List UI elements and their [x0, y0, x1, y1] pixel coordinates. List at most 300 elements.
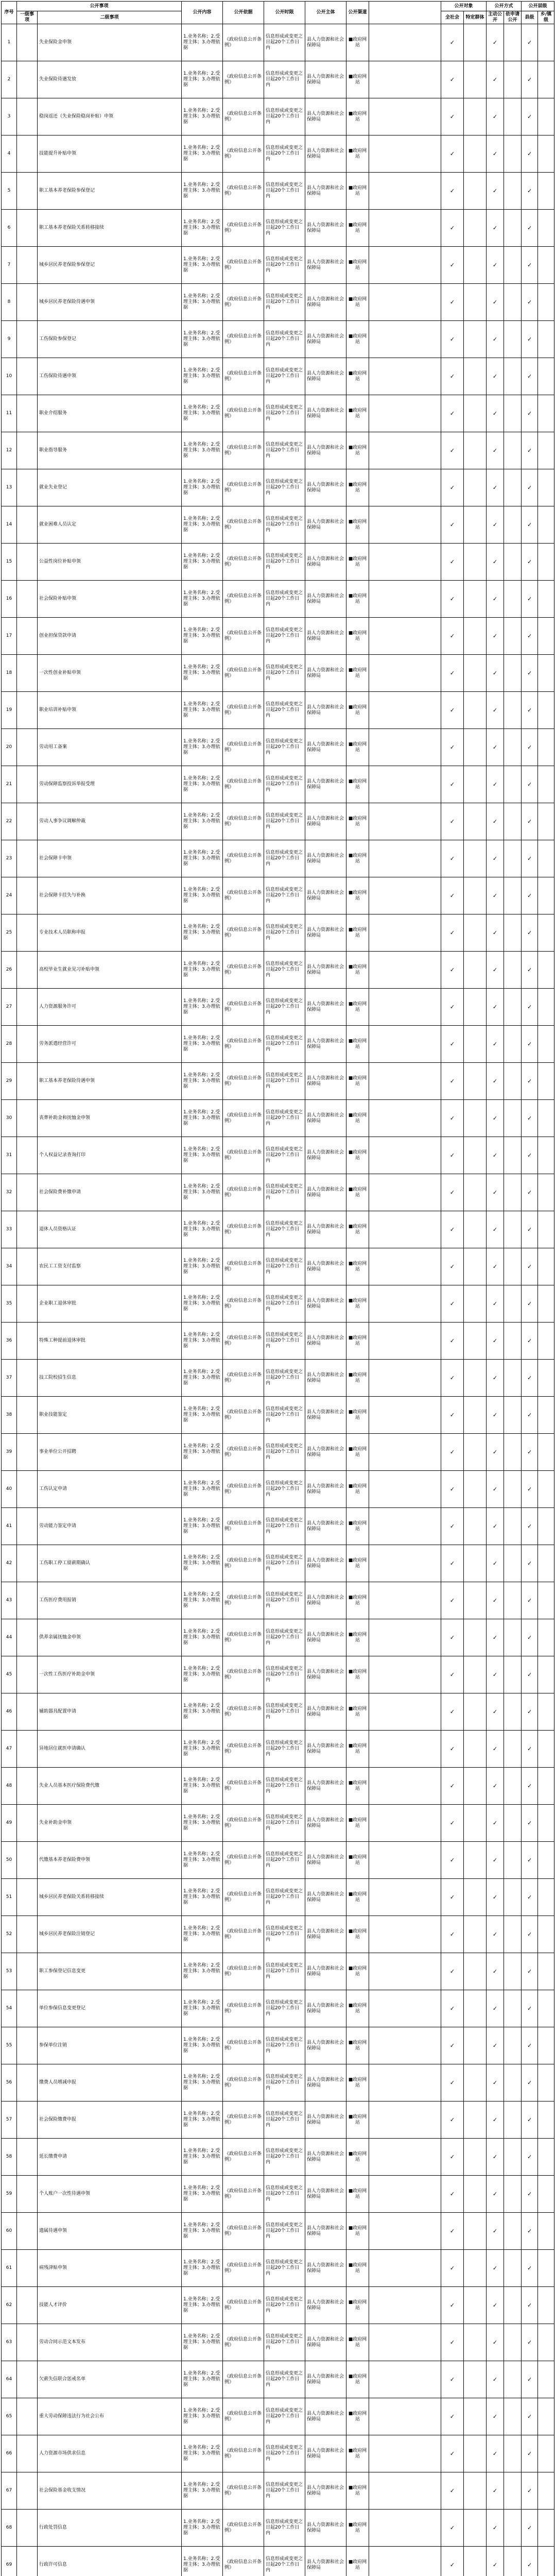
cell-target-specific	[464, 2510, 487, 2547]
cell-method-active: ✓	[487, 98, 504, 135]
cell-basis: 《政府信息公开条例》	[223, 321, 264, 358]
cell-seq: 32	[2, 1174, 17, 1211]
cell-level-township	[538, 2250, 554, 2287]
table-row	[2, 2510, 554, 2547]
cell-time: 信息形成或变更之日起20个工作日内	[264, 1026, 305, 1063]
cell-target-all: ✓	[441, 2250, 464, 2287]
cell-subject: 县人力资源和社会保障局	[305, 2361, 346, 2398]
cell-basis: 《政府信息公开条例》	[223, 1063, 264, 1100]
cell-method-apply	[504, 2324, 522, 2361]
cell-content: 1.业务名称；2.受理主体；3.办理依据	[182, 877, 223, 914]
cell-time: 信息形成或变更之日起20个工作日内	[264, 914, 305, 952]
cell-level1	[17, 61, 38, 98]
cell-content: 1.业务名称；2.受理主体；3.办理依据	[182, 2176, 223, 2213]
cell-level-township	[538, 914, 554, 952]
cell-content: 1.业务名称；2.受理主体；3.办理依据	[182, 1434, 223, 1471]
cell-level-township	[538, 1879, 554, 1916]
cell-level1	[17, 1471, 38, 1508]
table-row	[2, 1174, 554, 1211]
cell-time: 信息形成或变更之日起20个工作日内	[264, 2472, 305, 2510]
cell-level1	[17, 1285, 38, 1323]
cell-subject: 县人力资源和社会保障局	[305, 1582, 346, 1619]
table-row	[2, 1582, 554, 1619]
cell-target-all: ✓	[441, 2139, 464, 2176]
cell-location	[369, 395, 441, 432]
cell-method-active: ✓	[487, 1582, 504, 1619]
cell-seq: 24	[2, 877, 17, 914]
cell-level-county: ✓	[522, 2027, 538, 2064]
cell-location	[369, 284, 441, 321]
cell-seq: 12	[2, 432, 17, 469]
cell-level1	[17, 247, 38, 284]
cell-level-county: ✓	[522, 2324, 538, 2361]
cell-level2: 职工基本养老保险待遇申领	[38, 1063, 182, 1100]
cell-location	[369, 1693, 441, 1731]
cell-method-active: ✓	[487, 581, 504, 618]
table-row	[2, 2213, 554, 2250]
cell-location	[369, 2139, 441, 2176]
cell-target-specific	[464, 98, 487, 135]
table-row	[2, 2472, 554, 2510]
cell-level1	[17, 729, 38, 766]
cell-seq: 50	[2, 1842, 17, 1879]
cell-basis: 《政府信息公开条例》	[223, 432, 264, 469]
table-row	[2, 1360, 554, 1397]
cell-method-active: ✓	[487, 24, 504, 61]
cell-channel: ■政府网站	[346, 247, 369, 284]
cell-level-county: ✓	[522, 358, 538, 395]
cell-level-township	[538, 1953, 554, 1990]
cell-subject: 县人力资源和社会保障局	[305, 2027, 346, 2064]
cell-level-township	[538, 1100, 554, 1137]
cell-channel: ■政府网站	[346, 2027, 369, 2064]
table-row	[2, 803, 554, 840]
cell-level-township	[538, 1805, 554, 1842]
header-seq: 序号	[2, 2, 17, 24]
cell-target-specific	[464, 2250, 487, 2287]
cell-content: 1.业务名称；2.受理主体；3.办理依据	[182, 581, 223, 618]
cell-time: 信息形成或变更之日起20个工作日内	[264, 766, 305, 803]
cell-channel: ■政府网站	[346, 135, 369, 173]
cell-basis: 《政府信息公开条例》	[223, 2139, 264, 2176]
cell-target-all: ✓	[441, 1397, 464, 1434]
cell-location	[369, 877, 441, 914]
cell-location	[369, 61, 441, 98]
cell-basis: 《政府信息公开条例》	[223, 247, 264, 284]
cell-level-county: ✓	[522, 135, 538, 173]
cell-level1	[17, 877, 38, 914]
disclosure-table	[1, 1, 554, 2576]
table-row	[2, 173, 554, 210]
cell-basis: 《政府信息公开条例》	[223, 803, 264, 840]
cell-method-apply	[504, 210, 522, 247]
table-row	[2, 1248, 554, 1285]
header-target-group: 公开对象	[441, 2, 487, 11]
cell-target-specific	[464, 1323, 487, 1360]
header-basis: 公开依据	[223, 2, 264, 24]
cell-level-county: ✓	[522, 1545, 538, 1582]
cell-seq: 53	[2, 1953, 17, 1990]
cell-content: 1.业务名称；2.受理主体；3.办理依据	[182, 989, 223, 1026]
cell-content: 1.业务名称；2.受理主体；3.办理依据	[182, 2064, 223, 2102]
table-row	[2, 1508, 554, 1545]
cell-method-apply	[504, 692, 522, 729]
cell-method-active: ✓	[487, 877, 504, 914]
header-channel: 公开渠道	[346, 2, 369, 24]
cell-seq: 4	[2, 135, 17, 173]
cell-target-specific	[464, 2472, 487, 2510]
cell-basis: 《政府信息公开条例》	[223, 284, 264, 321]
cell-time: 信息形成或变更之日起20个工作日内	[264, 1990, 305, 2027]
cell-basis: 《政府信息公开条例》	[223, 840, 264, 877]
cell-level-township	[538, 692, 554, 729]
cell-level2: 劳动合同示范文本发布	[38, 2324, 182, 2361]
cell-seq: 37	[2, 1360, 17, 1397]
cell-method-apply	[504, 2102, 522, 2139]
cell-time: 信息形成或变更之日起20个工作日内	[264, 358, 305, 395]
cell-subject: 县人力资源和社会保障局	[305, 2213, 346, 2250]
cell-target-specific	[464, 2547, 487, 2576]
table-row	[2, 358, 554, 395]
cell-subject: 县人力资源和社会保障局	[305, 1693, 346, 1731]
cell-time: 信息形成或变更之日起20个工作日内	[264, 840, 305, 877]
table-row	[2, 952, 554, 989]
cell-method-apply	[504, 1174, 522, 1211]
cell-channel: ■政府网站	[346, 2398, 369, 2435]
cell-target-specific	[464, 989, 487, 1026]
cell-location	[369, 1916, 441, 1953]
cell-content: 1.业务名称；2.受理主体；3.办理依据	[182, 1619, 223, 1656]
cell-content: 1.业务名称；2.受理主体；3.办理依据	[182, 2250, 223, 2287]
cell-content: 1.业务名称；2.受理主体；3.办理依据	[182, 321, 223, 358]
cell-seq: 57	[2, 2102, 17, 2139]
cell-subject: 县人力资源和社会保障局	[305, 1619, 346, 1656]
cell-level2: 失业保险金申领	[38, 24, 182, 61]
cell-channel: ■政府网站	[346, 432, 369, 469]
cell-target-specific	[464, 321, 487, 358]
cell-seq: 18	[2, 655, 17, 692]
cell-method-active: ✓	[487, 2213, 504, 2250]
cell-target-all: ✓	[441, 1656, 464, 1693]
cell-seq: 9	[2, 321, 17, 358]
cell-level1	[17, 210, 38, 247]
cell-target-specific	[464, 173, 487, 210]
cell-content: 1.业务名称；2.受理主体；3.办理依据	[182, 1545, 223, 1582]
cell-level-township	[538, 247, 554, 284]
cell-method-active: ✓	[487, 2472, 504, 2510]
cell-target-specific	[464, 655, 487, 692]
cell-location	[369, 1248, 441, 1285]
cell-level2: 劳动保障监察投诉举报受理	[38, 766, 182, 803]
cell-target-all: ✓	[441, 173, 464, 210]
cell-level-township	[538, 1137, 554, 1174]
cell-level1	[17, 1508, 38, 1545]
cell-subject: 县人力资源和社会保障局	[305, 1434, 346, 1471]
cell-subject: 县人力资源和社会保障局	[305, 358, 346, 395]
cell-location	[369, 1619, 441, 1656]
cell-level-township	[538, 877, 554, 914]
cell-channel: ■政府网站	[346, 395, 369, 432]
cell-channel: ■政府网站	[346, 321, 369, 358]
cell-time: 信息形成或变更之日起20个工作日内	[264, 1285, 305, 1323]
cell-channel: ■政府网站	[346, 469, 369, 506]
cell-method-active: ✓	[487, 1137, 504, 1174]
cell-level-county: ✓	[522, 2213, 538, 2250]
cell-level-township	[538, 1285, 554, 1323]
cell-channel: ■政府网站	[346, 2176, 369, 2213]
cell-subject: 县人力资源和社会保障局	[305, 2102, 346, 2139]
cell-location	[369, 1582, 441, 1619]
cell-seq: 46	[2, 1693, 17, 1731]
cell-content: 1.业务名称；2.受理主体；3.办理依据	[182, 2027, 223, 2064]
cell-subject: 县人力资源和社会保障局	[305, 989, 346, 1026]
cell-basis: 《政府信息公开条例》	[223, 135, 264, 173]
cell-basis: 《政府信息公开条例》	[223, 2324, 264, 2361]
cell-level1	[17, 1545, 38, 1582]
cell-location	[369, 1508, 441, 1545]
cell-subject: 县人力资源和社会保障局	[305, 1731, 346, 1768]
cell-level-township	[538, 766, 554, 803]
cell-level1	[17, 24, 38, 61]
cell-subject: 县人力资源和社会保障局	[305, 1545, 346, 1582]
cell-target-all: ✓	[441, 1953, 464, 1990]
cell-location	[369, 98, 441, 135]
cell-level2: 社会保险基金收支情况	[38, 2472, 182, 2510]
cell-target-specific	[464, 2027, 487, 2064]
cell-channel: ■政府网站	[346, 544, 369, 581]
cell-method-active: ✓	[487, 1323, 504, 1360]
cell-time: 信息形成或变更之日起20个工作日内	[264, 1137, 305, 1174]
cell-target-specific	[464, 952, 487, 989]
cell-target-all: ✓	[441, 61, 464, 98]
cell-level-county: ✓	[522, 989, 538, 1026]
cell-level-township	[538, 618, 554, 655]
cell-channel: ■政府网站	[346, 1397, 369, 1434]
cell-time: 信息形成或变更之日起20个工作日内	[264, 655, 305, 692]
cell-method-active: ✓	[487, 803, 504, 840]
cell-subject: 县人力资源和社会保障局	[305, 655, 346, 692]
cell-level-county: ✓	[522, 840, 538, 877]
cell-level2: 劳务派遣经营许可	[38, 1026, 182, 1063]
cell-target-all: ✓	[441, 1137, 464, 1174]
cell-time: 信息形成或变更之日起20个工作日内	[264, 2547, 305, 2576]
cell-target-all: ✓	[441, 432, 464, 469]
cell-method-active: ✓	[487, 1434, 504, 1471]
cell-level-county: ✓	[522, 2102, 538, 2139]
cell-location	[369, 210, 441, 247]
cell-method-apply	[504, 803, 522, 840]
cell-method-apply	[504, 1879, 522, 1916]
cell-channel: ■政府网站	[346, 1619, 369, 1656]
table-row	[2, 1285, 554, 1323]
cell-method-apply	[504, 2435, 522, 2472]
cell-method-apply	[504, 914, 522, 952]
cell-level-county: ✓	[522, 1397, 538, 1434]
cell-seq: 52	[2, 1916, 17, 1953]
cell-subject: 县人力资源和社会保障局	[305, 2510, 346, 2547]
cell-content: 1.业务名称；2.受理主体；3.办理依据	[182, 61, 223, 98]
cell-location	[369, 2472, 441, 2510]
cell-basis: 《政府信息公开条例》	[223, 1582, 264, 1619]
cell-basis: 《政府信息公开条例》	[223, 1916, 264, 1953]
table-row	[2, 989, 554, 1026]
cell-content: 1.业务名称；2.受理主体；3.办理依据	[182, 1323, 223, 1360]
cell-target-all: ✓	[441, 581, 464, 618]
cell-method-active: ✓	[487, 655, 504, 692]
cell-seq: 30	[2, 1100, 17, 1137]
cell-target-all: ✓	[441, 2472, 464, 2510]
cell-method-apply	[504, 432, 522, 469]
cell-seq: 33	[2, 1211, 17, 1248]
cell-method-active: ✓	[487, 2027, 504, 2064]
cell-basis: 《政府信息公开条例》	[223, 692, 264, 729]
cell-level2: 创业担保贷款申请	[38, 618, 182, 655]
cell-level1	[17, 284, 38, 321]
cell-method-apply	[504, 2398, 522, 2435]
cell-level2: 人力资源市场供求信息	[38, 2435, 182, 2472]
cell-level1	[17, 2435, 38, 2472]
cell-level-township	[538, 469, 554, 506]
cell-level-county: ✓	[522, 173, 538, 210]
cell-target-all: ✓	[441, 1508, 464, 1545]
cell-subject: 县人力资源和社会保障局	[305, 2398, 346, 2435]
cell-level1	[17, 1693, 38, 1731]
cell-time: 信息形成或变更之日起20个工作日内	[264, 1916, 305, 1953]
cell-time: 信息形成或变更之日起20个工作日内	[264, 1248, 305, 1285]
cell-seq: 31	[2, 1137, 17, 1174]
cell-time: 信息形成或变更之日起20个工作日内	[264, 395, 305, 432]
cell-seq: 28	[2, 1026, 17, 1063]
cell-level-county: ✓	[522, 2547, 538, 2576]
cell-seq: 51	[2, 1879, 17, 1916]
cell-method-active: ✓	[487, 321, 504, 358]
cell-subject: 县人力资源和社会保障局	[305, 1248, 346, 1285]
cell-target-specific	[464, 1174, 487, 1211]
cell-channel: ■政府网站	[346, 1248, 369, 1285]
cell-level-county: ✓	[522, 1693, 538, 1731]
cell-level1	[17, 1619, 38, 1656]
cell-seq: 2	[2, 61, 17, 98]
cell-method-apply	[504, 1323, 522, 1360]
cell-level1	[17, 1731, 38, 1768]
cell-time: 信息形成或变更之日起20个工作日内	[264, 1879, 305, 1916]
cell-method-apply	[504, 1026, 522, 1063]
cell-time: 信息形成或变更之日起20个工作日内	[264, 618, 305, 655]
table-row	[2, 877, 554, 914]
cell-subject: 县人力资源和社会保障局	[305, 247, 346, 284]
cell-location	[369, 1397, 441, 1434]
cell-content: 1.业务名称；2.受理主体；3.办理依据	[182, 1508, 223, 1545]
cell-method-active: ✓	[487, 1953, 504, 1990]
cell-target-all: ✓	[441, 358, 464, 395]
cell-level-township	[538, 1656, 554, 1693]
cell-target-specific	[464, 840, 487, 877]
cell-level2: 城乡居民养老保险待遇申领	[38, 284, 182, 321]
cell-target-specific	[464, 2287, 487, 2324]
cell-level-county: ✓	[522, 1916, 538, 1953]
cell-seq: 1	[2, 24, 17, 61]
cell-seq: 22	[2, 803, 17, 840]
cell-method-active: ✓	[487, 210, 504, 247]
cell-level-township	[538, 2102, 554, 2139]
cell-time: 信息形成或变更之日起20个工作日内	[264, 173, 305, 210]
table-header	[2, 2, 554, 24]
cell-level1	[17, 1990, 38, 2027]
cell-level-county: ✓	[522, 469, 538, 506]
cell-content: 1.业务名称；2.受理主体；3.办理依据	[182, 2398, 223, 2435]
cell-target-specific	[464, 1360, 487, 1397]
cell-level-county: ✓	[522, 2472, 538, 2510]
cell-location	[369, 1953, 441, 1990]
cell-level-county: ✓	[522, 729, 538, 766]
cell-level-county: ✓	[522, 1879, 538, 1916]
cell-level-township	[538, 506, 554, 544]
cell-target-specific	[464, 1582, 487, 1619]
cell-method-apply	[504, 2287, 522, 2324]
table-row	[2, 432, 554, 469]
cell-level-township	[538, 2287, 554, 2324]
cell-content: 1.业务名称；2.受理主体；3.办理依据	[182, 1953, 223, 1990]
cell-level2: 技工院校招生信息	[38, 1360, 182, 1397]
cell-target-specific	[464, 1508, 487, 1545]
cell-target-all: ✓	[441, 1619, 464, 1656]
cell-content: 1.业务名称；2.受理主体；3.办理依据	[182, 135, 223, 173]
cell-channel: ■政府网站	[346, 2324, 369, 2361]
cell-seq: 45	[2, 1656, 17, 1693]
cell-basis: 《政府信息公开条例》	[223, 1397, 264, 1434]
cell-level-county: ✓	[522, 692, 538, 729]
cell-content: 1.业务名称；2.受理主体；3.办理依据	[182, 1174, 223, 1211]
cell-level-township	[538, 1397, 554, 1434]
cell-channel: ■政府网站	[346, 98, 369, 135]
cell-level2: 一次性工伤医疗补助金申领	[38, 1656, 182, 1693]
cell-location	[369, 2287, 441, 2324]
cell-method-apply	[504, 618, 522, 655]
cell-target-specific	[464, 2139, 487, 2176]
cell-level1	[17, 2547, 38, 2576]
cell-method-apply	[504, 1471, 522, 1508]
header-target-all: 全社会	[441, 11, 464, 24]
cell-basis: 《政府信息公开条例》	[223, 1545, 264, 1582]
cell-content: 1.业务名称；2.受理主体；3.办理依据	[182, 2287, 223, 2324]
cell-level1	[17, 1879, 38, 1916]
cell-subject: 县人力资源和社会保障局	[305, 1397, 346, 1434]
cell-level-county: ✓	[522, 2510, 538, 2547]
cell-subject: 县人力资源和社会保障局	[305, 2324, 346, 2361]
cell-content: 1.业务名称；2.受理主体；3.办理依据	[182, 1063, 223, 1100]
cell-method-active: ✓	[487, 284, 504, 321]
cell-level2: 社会保险费补缴申请	[38, 1174, 182, 1211]
cell-method-apply	[504, 544, 522, 581]
cell-target-specific	[464, 1990, 487, 2027]
cell-level2: 社会保障卡挂失与补换	[38, 877, 182, 914]
cell-level2: 技能人才评价	[38, 2287, 182, 2324]
cell-seq: 68	[2, 2510, 17, 2547]
cell-channel: ■政府网站	[346, 1285, 369, 1323]
cell-target-all: ✓	[441, 1693, 464, 1731]
cell-level2: 单位参保信息变更登记	[38, 1990, 182, 2027]
cell-target-all: ✓	[441, 1471, 464, 1508]
cell-subject: 县人力资源和社会保障局	[305, 321, 346, 358]
cell-location	[369, 840, 441, 877]
cell-subject: 县人力资源和社会保障局	[305, 432, 346, 469]
cell-channel: ■政府网站	[346, 729, 369, 766]
cell-target-all: ✓	[441, 321, 464, 358]
cell-channel: ■政府网站	[346, 766, 369, 803]
cell-content: 1.业务名称；2.受理主体；3.办理依据	[182, 1248, 223, 1285]
cell-basis: 《政府信息公开条例》	[223, 2510, 264, 2547]
cell-level-county: ✓	[522, 1323, 538, 1360]
